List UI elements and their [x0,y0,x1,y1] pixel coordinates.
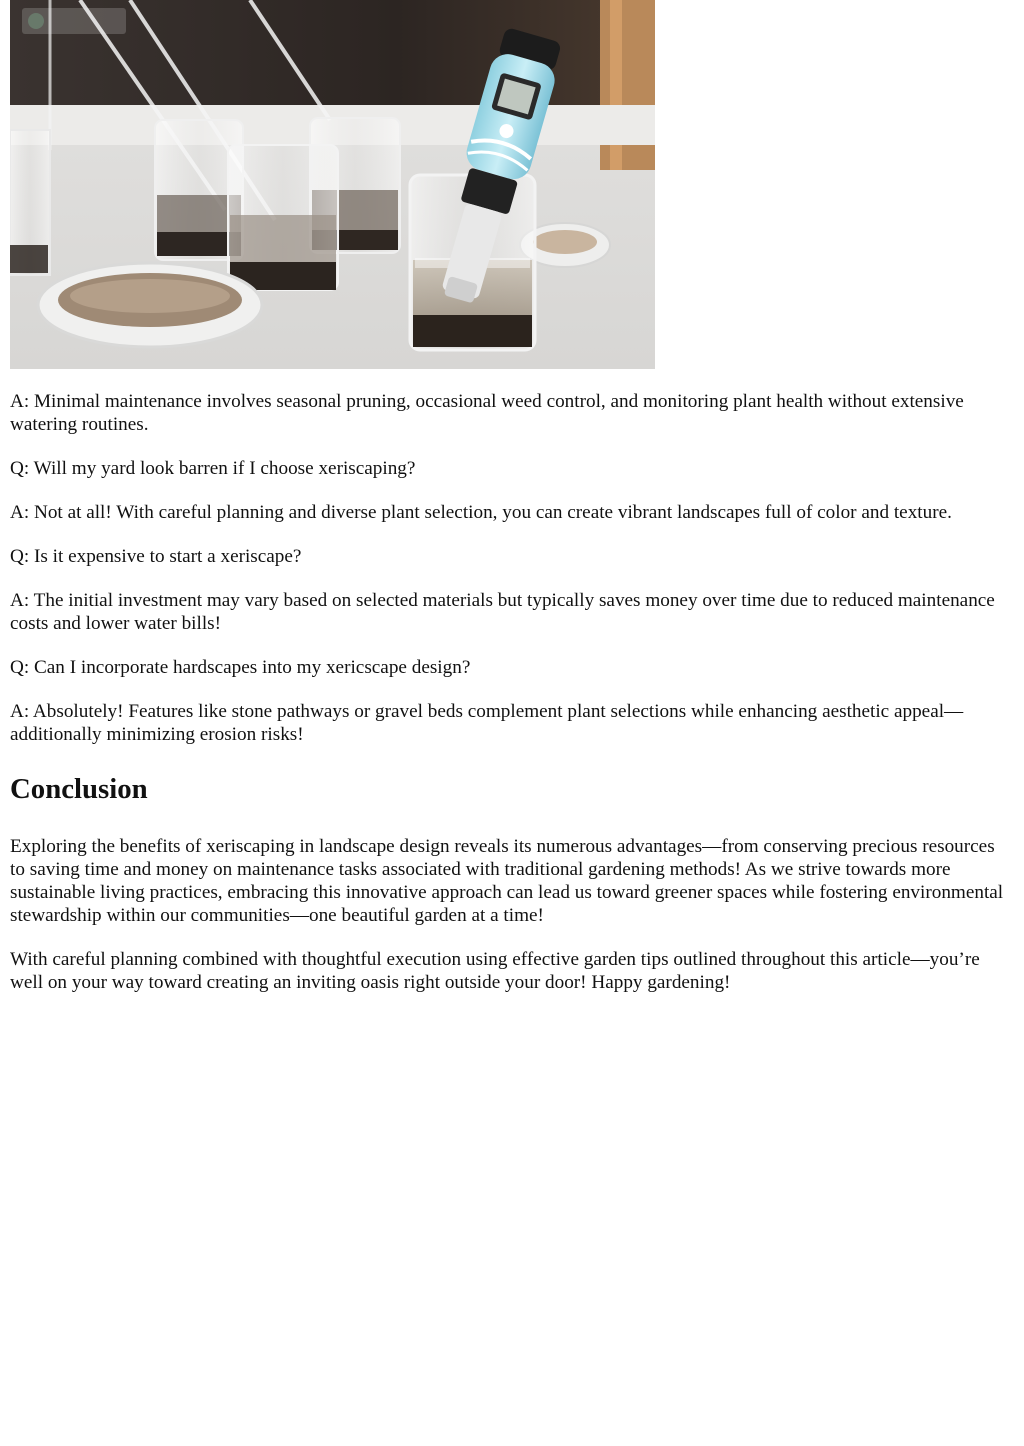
conclusion-paragraph: Exploring the benefits of xeriscaping in landscape design reveals its numerous advantages—from conserving precious resources to saving time and money on maintenance tasks associated with traditional gardening methods! As we strive towards more sustainable living practices, embracing this innovative approach can lead us toward greener spaces while fostering environmental stewardship within our communities—one beautiful garden at a time! [10,836,1004,926]
article-content [10,390,1004,994]
soil-ph-meter-image [10,0,655,369]
faq-answer-expense: A: The initial investment may vary based on selected materials but typically saves money over time due to reduced maintenance costs and lower water bills! [10,590,995,634]
faq-question-expense: Q: Is it expensive to start a xeriscape? [10,546,302,567]
faq-answer-barren: A: Not at all! With careful planning and diverse plant selection, you can create vibrant landscapes full of color and texture. [10,502,952,523]
conclusion-heading: Conclusion [10,773,148,805]
faq-question-barren: Q: Will my yard look barren if I choose xeriscaping? [10,458,416,479]
faq-question-hardscapes: Q: Can I incorporate hardscapes into my xericscape design? [10,657,471,678]
article-page [10,0,1004,1015]
faq-answer-hardscapes: A: Absolutely! Features like stone pathways or gravel beds complement plant selections while enhancing aesthetic appeal—additionally minimizing erosion risks! [10,701,964,745]
faq-answer-maintenance: A: Minimal maintenance involves seasonal pruning, occasional weed control, and monitoring plant health without extensive watering routines. [10,391,964,435]
conclusion-paragraph: With careful planning combined with thoughtful execution using effective garden tips outlined throughout this article—you’re well on your way toward creating an inviting oasis right outside your door! Happy gardening! [10,949,980,993]
